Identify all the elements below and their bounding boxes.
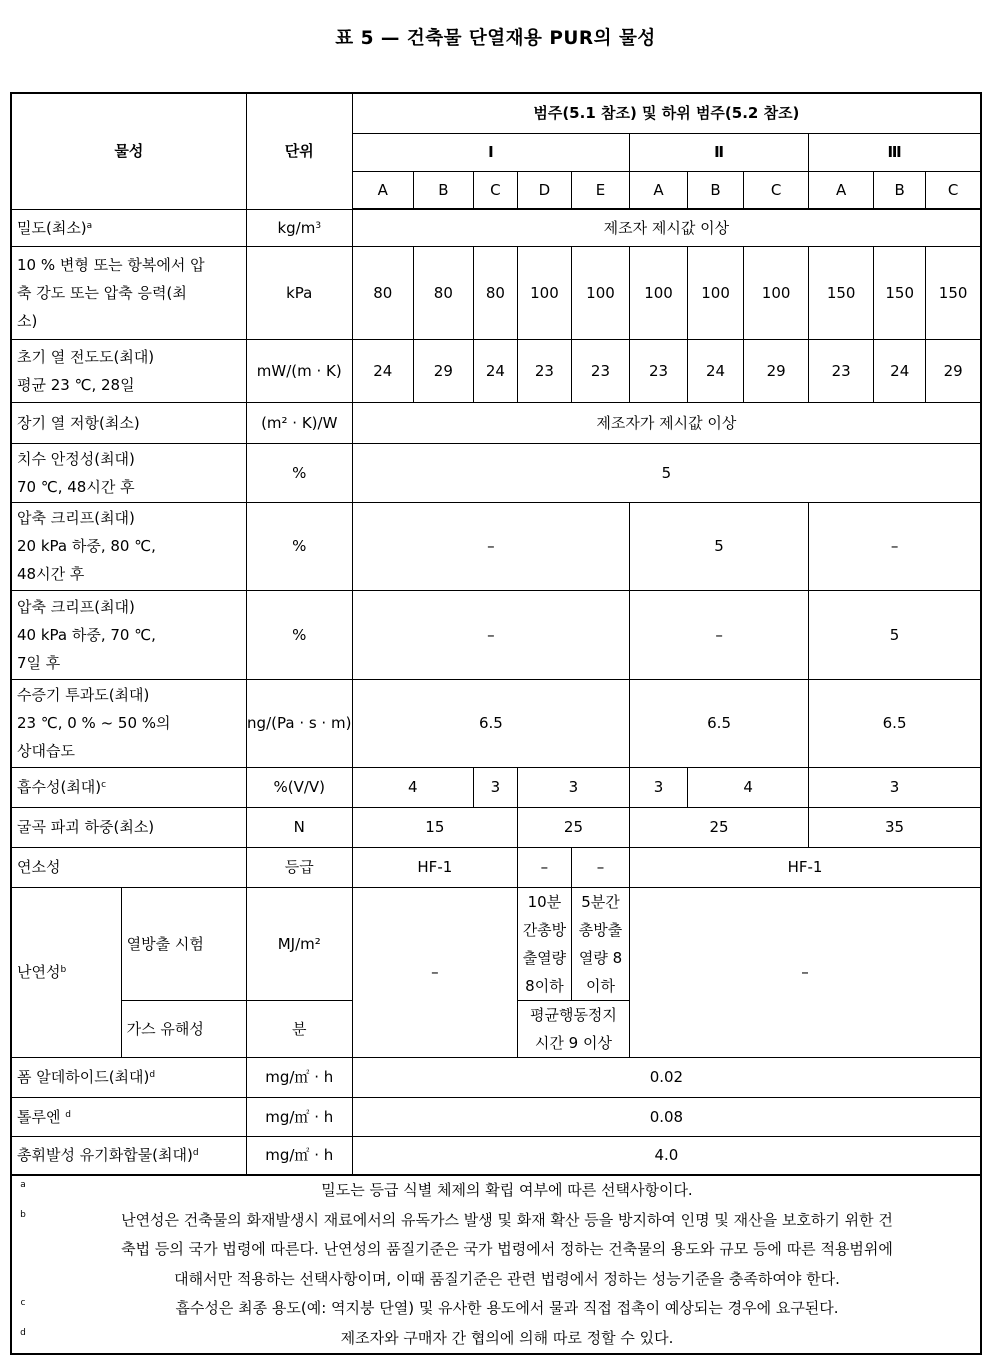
creep40-unit: % xyxy=(246,590,352,679)
footnote-c: c 흡수성은 최종 용도(예: 역지붕 단열) 및 유사한 용도에서 물과 직접 접촉이 예상되는 경우에 요구된다. xyxy=(20,1298,839,1317)
creep20-value: – xyxy=(352,502,629,590)
bending-unit: N xyxy=(246,807,352,847)
subcat-1c: C xyxy=(473,171,517,209)
creep40-label: 압축 크리프(최대) 40 kPa 하중, 70 ℃, 7일 후 xyxy=(11,590,246,679)
pur-properties-table xyxy=(10,92,982,1355)
density-unit: $kg/m^3$ xyxy=(246,209,352,246)
creep20-value: 5 xyxy=(630,502,809,590)
subcat-1b: B xyxy=(413,171,473,209)
bending-label: 굴곡 파괴 하중(최소) xyxy=(11,807,246,847)
creep40-value: – xyxy=(352,590,629,679)
resistance-value: 제조자가 제시값 이상 xyxy=(352,402,981,443)
voc-label: 총휘발성 유기화합물(최대)$^d$ xyxy=(11,1136,246,1175)
conductivity-value: 23 xyxy=(517,339,571,402)
row-flammability xyxy=(11,847,981,887)
compressive-value: 80 xyxy=(352,246,413,339)
subcat-1e: E xyxy=(571,171,629,209)
formaldehyde-unit: mg/㎡ · h xyxy=(246,1057,352,1097)
absorption-unit: %(V/V) xyxy=(246,767,352,807)
toluene-unit: mg/㎡ · h xyxy=(246,1097,352,1136)
subcat-1d: D xyxy=(517,171,571,209)
header-unit: 단위 xyxy=(246,93,352,209)
fire-heat-unit: MJ/m² xyxy=(246,887,352,1000)
compressive-value: 100 xyxy=(517,246,571,339)
absorption-value: 3 xyxy=(517,767,629,807)
flammability-unit: 등급 xyxy=(246,847,352,887)
subcat-1a: A xyxy=(352,171,413,209)
resistance-unit: (m² · K)/W xyxy=(246,402,352,443)
subcat-2b: B xyxy=(688,171,744,209)
subcat-3b: B xyxy=(874,171,926,209)
row-resistance xyxy=(11,402,981,443)
row-density xyxy=(11,209,981,246)
compressive-value: 100 xyxy=(744,246,809,339)
footnotes xyxy=(11,1175,981,1354)
flammability-value: – xyxy=(571,847,629,887)
compressive-value: 150 xyxy=(809,246,874,339)
conductivity-unit: mW/(m · K) xyxy=(246,339,352,402)
compressive-unit: kPa xyxy=(246,246,352,339)
conductivity-label: 초기 열 전도도(최대) 평균 23 ℃, 28일 xyxy=(11,339,246,402)
fire-de-gas: 평균행동정지 시간 9 이상 xyxy=(517,1000,629,1057)
compressive-value: 100 xyxy=(571,246,629,339)
compressive-value: 100 xyxy=(630,246,688,339)
bending-value: 25 xyxy=(630,807,809,847)
row-formaldehyde xyxy=(11,1057,981,1097)
header-group-3: Ⅲ xyxy=(809,133,981,171)
compressive-value: 150 xyxy=(926,246,981,339)
fire-heat-label: 열방출 시험 xyxy=(121,887,246,1000)
row-toluene xyxy=(11,1097,981,1136)
table-title: 표 5 — 건축물 단열재용 PUR의 물성 xyxy=(335,28,656,49)
formaldehyde-value: 0.02 xyxy=(352,1057,981,1097)
subcat-3a: A xyxy=(809,171,874,209)
footnote-b: b 난연성은 건축물의 화재발생시 재료에서의 유독가스 발생 및 화재 확산 등을 방지하여 인명 및 재산을 보호하기 위한 건 xyxy=(20,1209,893,1229)
bending-value: 35 xyxy=(809,807,981,847)
creep40-value: 5 xyxy=(809,590,981,679)
conductivity-value: 24 xyxy=(874,339,926,402)
subcat-2a: A xyxy=(630,171,688,209)
footnote-b-cont: 축법 등의 국가 법령에 따른다. 난연성의 품질기준은 국가 법령에서 정하는 건축물의 용도와 규모 등에 따른 적용범위에 xyxy=(121,1240,893,1258)
row-dimensional xyxy=(11,443,981,502)
absorption-value: 3 xyxy=(809,767,981,807)
row-compressive xyxy=(11,246,981,339)
dimensional-label: 치수 안정성(최대) 70 ℃, 48시간 후 xyxy=(11,443,246,502)
dimensional-unit: % xyxy=(246,443,352,502)
density-label: 밀도(최소)$^a$ xyxy=(11,209,246,246)
header-row-category xyxy=(11,93,981,133)
absorption-value: 3 xyxy=(630,767,688,807)
creep20-unit: % xyxy=(246,502,352,590)
flammability-value: HF-1 xyxy=(352,847,517,887)
fire-left-value: – xyxy=(352,887,517,1057)
absorption-value: 3 xyxy=(473,767,517,807)
header-group-2: Ⅱ xyxy=(630,133,809,171)
row-creep-20 xyxy=(11,502,981,590)
compressive-value: 150 xyxy=(874,246,926,339)
compressive-label: 10 % 변형 또는 항복에서 압 축 강도 또는 압축 응력(최 소) xyxy=(11,246,246,339)
formaldehyde-label: 폼 알데하이드(최대)$^d$ xyxy=(11,1057,246,1097)
compressive-value: 80 xyxy=(413,246,473,339)
fire-gas-label: 가스 유해성 xyxy=(121,1000,246,1057)
vapor-value: 6.5 xyxy=(630,679,809,767)
absorption-label: 흡수성(최대)$^c$ xyxy=(11,767,246,807)
row-creep-40 xyxy=(11,590,981,679)
conductivity-value: 29 xyxy=(413,339,473,402)
notes-row xyxy=(11,1175,981,1354)
dimensional-value: 5 xyxy=(352,443,981,502)
voc-unit: mg/㎡ · h xyxy=(246,1136,352,1175)
conductivity-value: 24 xyxy=(352,339,413,402)
conductivity-value: 24 xyxy=(688,339,744,402)
row-absorption xyxy=(11,767,981,807)
flammability-label: 연소성 xyxy=(11,847,246,887)
row-voc xyxy=(11,1136,981,1175)
flammability-value: HF-1 xyxy=(630,847,982,887)
footnote-d: d 제조자와 구매자 간 협의에 의해 따로 정할 수 있다. xyxy=(20,1327,674,1347)
conductivity-value: 23 xyxy=(630,339,688,402)
fire-d-heat: 10분 간총방 출열량 8이하 xyxy=(517,887,571,1000)
vapor-unit: ng/(Pa · s · m) xyxy=(246,679,352,767)
bending-value: 15 xyxy=(352,807,517,847)
absorption-value: 4 xyxy=(352,767,473,807)
conductivity-value: 29 xyxy=(926,339,981,402)
header-category: 범주(5.1 참조) 및 하위 범주(5.2 참조) xyxy=(352,93,981,133)
subcat-3c: C xyxy=(926,171,981,209)
toluene-value: 0.08 xyxy=(352,1097,981,1136)
conductivity-value: 23 xyxy=(571,339,629,402)
row-fire-heat xyxy=(11,887,981,1000)
conductivity-value: 23 xyxy=(809,339,874,402)
row-conductivity xyxy=(11,339,981,402)
row-bending xyxy=(11,807,981,847)
absorption-value: 4 xyxy=(688,767,809,807)
header-group-1: Ⅰ xyxy=(352,133,629,171)
vapor-label: 수증기 투과도(최대) 23 ℃, 0 % ~ 50 %의 상대습도 xyxy=(11,679,246,767)
subcat-2c: C xyxy=(744,171,809,209)
footnote-b-cont: 대해서만 적용하는 선택사항이며, 이때 품질기준은 관련 법령에서 정하는 성능기준을 충족하여야 한다. xyxy=(174,1269,840,1288)
header-property: 물성 xyxy=(11,93,246,209)
fire-gas-unit: 분 xyxy=(246,1000,352,1057)
vapor-value: 6.5 xyxy=(809,679,981,767)
creep20-value: – xyxy=(809,502,981,590)
compressive-value: 80 xyxy=(473,246,517,339)
toluene-label: 톨루엔 $^d$ xyxy=(11,1097,246,1136)
resistance-label: 장기 열 저항(최소) xyxy=(11,402,246,443)
density-value: 제조자 제시값 이상 xyxy=(352,209,981,246)
conductivity-value: 29 xyxy=(744,339,809,402)
vapor-value: 6.5 xyxy=(352,679,629,767)
creep40-value: – xyxy=(630,590,809,679)
flammability-value: – xyxy=(517,847,571,887)
fire-e-heat: 5분간 총방출 열량 8 이하 xyxy=(571,887,629,1000)
fire-label: 난연성$^b$ xyxy=(11,887,121,1057)
fire-right-value: – xyxy=(630,887,982,1057)
creep20-label: 압축 크리프(최대) 20 kPa 하중, 80 ℃, 48시간 후 xyxy=(11,502,246,590)
compressive-value: 100 xyxy=(688,246,744,339)
voc-value: 4.0 xyxy=(352,1136,981,1175)
row-vapor xyxy=(11,679,981,767)
conductivity-value: 24 xyxy=(473,339,517,402)
bending-value: 25 xyxy=(517,807,629,847)
footnote-a: a 밀도는 등급 식별 체제의 확립 여부에 따른 선택사항이다. xyxy=(20,1180,693,1199)
